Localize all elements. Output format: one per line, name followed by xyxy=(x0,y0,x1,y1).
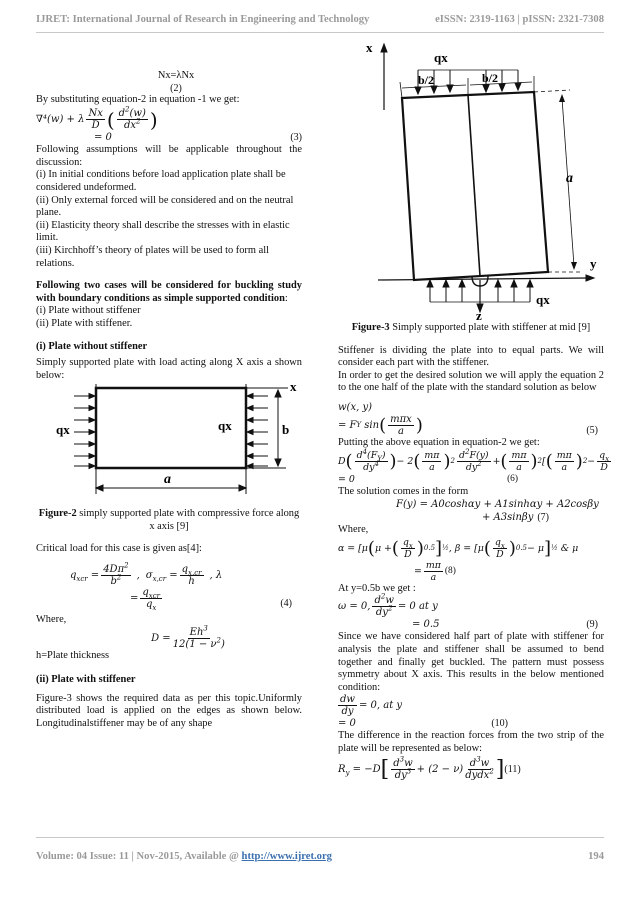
paragraph-solution: In order to get the desired solution we will apply the equation 2 to the one half of the plate with the standard solution as below xyxy=(338,369,604,394)
eq4-number: (4) xyxy=(280,598,292,610)
figure-2-caption xyxy=(36,508,302,533)
eq5-lhs: w(x, y) xyxy=(338,401,373,413)
equation-8: α = [μ ( μ + ( $\frac{q_x}{D}$ ) 0.5 ] ½ , β = [μ ( $\frac{q_x}{D}$ ) 0.5 − μ ] ½ & μ = $\frac{m\pi}{a}$ (8) xyxy=(338,536,579,583)
eq3-fraction-2: $\frac{d^2(w)}{dx^2}$ xyxy=(118,105,146,132)
solution-form-text: The solution comes in the form xyxy=(338,485,469,497)
issn: eISSN: 2319-1163 | pISSN: 2321-7308 xyxy=(435,14,604,25)
assumption-4: (iii) Kirchhoff’s theory of plates will be used to form all relations. xyxy=(36,244,269,269)
equation-11: $R_y = -D$ [ $\frac{d^3w}{dy^3}$ + (2 − ν) $\frac{d^3w}{dydx^2}$ ] (11) xyxy=(338,755,521,782)
section-1-text: Simply supported plate with load acting along X axis a shown below: xyxy=(36,357,302,381)
cases-bold: Following two cases will be considered for buckling study with boundary conditions as simple supported condition xyxy=(36,280,302,304)
cases-intro xyxy=(36,280,302,305)
fig3-label-z: z xyxy=(476,308,482,320)
eq7-number: (7) xyxy=(537,512,550,524)
figure-3-caption xyxy=(338,322,604,335)
fig3-label-qx-bottom: qx xyxy=(536,292,550,307)
fig3-label-qx-top: qx xyxy=(434,50,448,65)
eq-nx-text: Nx=λNx xyxy=(157,70,195,81)
right-load-arrows xyxy=(247,394,268,469)
equation-d: D = $\frac{Eh^3}{12(1 - \nu^2)}$ xyxy=(151,624,225,650)
eq9-part-1: ω = 0, xyxy=(338,601,371,613)
eq10-part-1: = 0, at y xyxy=(358,700,403,712)
fig3-caption-text: Simply supported plate with stiffener at mid [9] xyxy=(389,322,591,333)
y-axis xyxy=(378,278,588,280)
case-1: (i) Plate without stiffener xyxy=(36,305,141,317)
footer-url-link[interactable]: http://www.ijret.org xyxy=(241,851,332,862)
left-column xyxy=(36,70,302,731)
fig3-caption-label: Figure-3 xyxy=(351,322,390,333)
substitution-text: By substituting equation-2 in equation -1 we get: xyxy=(36,93,240,105)
equation-10: $\frac{dw}{dy}$ = 0, at y = 0 (10) xyxy=(338,694,508,730)
section-2-title: (ii) Plate with stiffener xyxy=(36,674,136,686)
footer-volume-text: Volume: 04 Issue: 11 | Nov-2015, Available @ xyxy=(36,851,242,862)
where-label-right: Where, xyxy=(338,524,369,536)
eq3-lhs: ∇⁴(w) + λ xyxy=(36,114,85,126)
equation-9: ω = 0, $\frac{d^2w}{dy^2}$ = 0 at y = 0.5 (9) xyxy=(338,593,598,631)
fig2-caption-text: simply supported plate with compressive force along x axis [9] xyxy=(76,508,300,532)
page-number: 194 xyxy=(588,851,604,862)
assumption-2: (ii) Only external forced will be considered and on the neutral plane. xyxy=(36,194,294,219)
footer-volume xyxy=(36,851,332,864)
equation-7 xyxy=(338,498,604,524)
fig3-label-b2-right: b/2 xyxy=(482,71,499,85)
eq6-rhs: = 0 xyxy=(338,473,355,485)
eq9-part-2: = 0 at y xyxy=(397,601,438,613)
cases-colon: : xyxy=(284,292,288,304)
figure-3-diagram xyxy=(338,40,604,320)
equation-4: $q_{xcr}$ = $\frac{4D\pi^2}{b^2}$ , $\sigma_{x,cr}$ = $\frac{q_{x,cr}}{h}$ , λ = $\frac{q_{xcr}}{q_x}$ (4) xyxy=(70,561,292,613)
eq10-part-2: = 0 xyxy=(338,718,356,730)
fig3-label-y: y xyxy=(590,256,597,271)
equation-5: w(x, y) = F Y sin ( $\frac{\text{mπx}}{a}$ ) (5) xyxy=(338,401,604,437)
fig2-label-x: x xyxy=(290,382,297,395)
at-y-text: At y=0.5b we get : xyxy=(338,582,416,594)
figure-2-diagram xyxy=(38,382,300,506)
paragraph-half-plate: Since we have considered half part of plate with stiffener for analysis the plate and stiffener shall be assumed to bend together and finally get buckled. The pattern must possess symmetry about X axis. This results in the below mentioned condition: xyxy=(338,631,604,693)
left-load-arrows xyxy=(74,394,95,469)
critical-load-text: Critical load for this case is given as[4]: xyxy=(36,543,202,555)
fig2-label-qx-right: qx xyxy=(218,418,232,434)
plate-outline xyxy=(402,92,548,280)
stiffener-line xyxy=(468,95,480,276)
eq7-line-1: F(y) = A0coshαy + A1sinhαy + A2cosβy xyxy=(396,499,599,511)
eq11-number: (11) xyxy=(504,763,521,775)
eq5-number: (5) xyxy=(586,424,598,436)
right-column xyxy=(338,40,610,782)
eq10-number: (10) xyxy=(491,718,508,730)
fig3-label-a: a xyxy=(566,171,573,186)
equation-6: D ( $\frac{d^4(F_Y)}{dy^4}$ ) − 2 ( $\frac{m\pi}{a}$ ) 2 $\frac{d^2F(y)}{dy^2}$ + ( $\frac{m\pi}{a}$ ) 2 [ ( $\frac{m\pi}{a}$ ) 2 − $\frac{q_x}{D}$ = 0 (6) xyxy=(338,447,610,485)
eq-nx xyxy=(36,70,302,94)
header-rule xyxy=(36,32,604,33)
fig2-label-qx-left: qx xyxy=(56,422,70,438)
journal-title: IJRET: International Journal of Research in Engineering and Technology xyxy=(36,14,370,25)
where-label: Where, xyxy=(36,614,67,626)
paragraph-stiffener: Stiffener is dividing the plate into to equal parts. We will consider each part with the stiffener. xyxy=(338,344,604,369)
assumption-3: (ii) Elasticity theory shall describe the stresses with in elastic limit. xyxy=(36,219,290,244)
eq3-fraction: $\frac{Nx}{D}$ xyxy=(88,108,103,132)
eq6-number: (6) xyxy=(507,473,518,484)
eq7-line-2: + A3sinβy xyxy=(482,512,534,524)
assumption-1: (i) In initial conditions before load application plate shall be considered undeformed. xyxy=(36,169,286,193)
fig2-caption-label: Figure-2 xyxy=(38,508,77,520)
eq-nx-number: (2) xyxy=(170,82,182,94)
footer-rule xyxy=(36,837,604,838)
equation-3: ∇⁴(w) + λ $\frac{Nx}{D}$ ( $\frac{d^2(w)}{dx^2}$ ) = 0 (3) xyxy=(36,105,302,144)
eq3-number: (3) xyxy=(290,132,302,144)
fig2-label-a: a xyxy=(164,472,171,488)
eq8-number: (8) xyxy=(444,565,456,576)
section-1-title: (i) Plate without stiffener xyxy=(36,340,148,352)
fig2-label-b: b xyxy=(282,422,290,438)
eq9-number: (9) xyxy=(586,619,598,631)
page-footer xyxy=(36,851,604,864)
putting-text: Putting the above equation in equation-2 we get: xyxy=(338,436,540,448)
eq3-rhs: = 0 xyxy=(94,132,112,144)
assumption-intro: Following assumptions will be applicable throughout the discussion: xyxy=(36,144,302,168)
paragraph-reaction: The difference in the reaction forces from the two strip of the plate will be represented as below: xyxy=(338,730,604,754)
section-2-text: Figure-3 shows the required data as per this topic.Uniformly distributed load is applied on the edges as shown below. Longitudinalstiffener may be of any shape xyxy=(36,692,302,730)
case-2: (ii) Plate with stiffener. xyxy=(36,317,133,329)
page-header xyxy=(36,14,604,27)
fig3-label-x: x xyxy=(366,40,373,55)
thickness-def: h=Plate thickness xyxy=(36,649,110,661)
fig3-label-b2-left: b/2 xyxy=(418,73,435,87)
eq9-part-3: = 0.5 xyxy=(412,619,440,631)
